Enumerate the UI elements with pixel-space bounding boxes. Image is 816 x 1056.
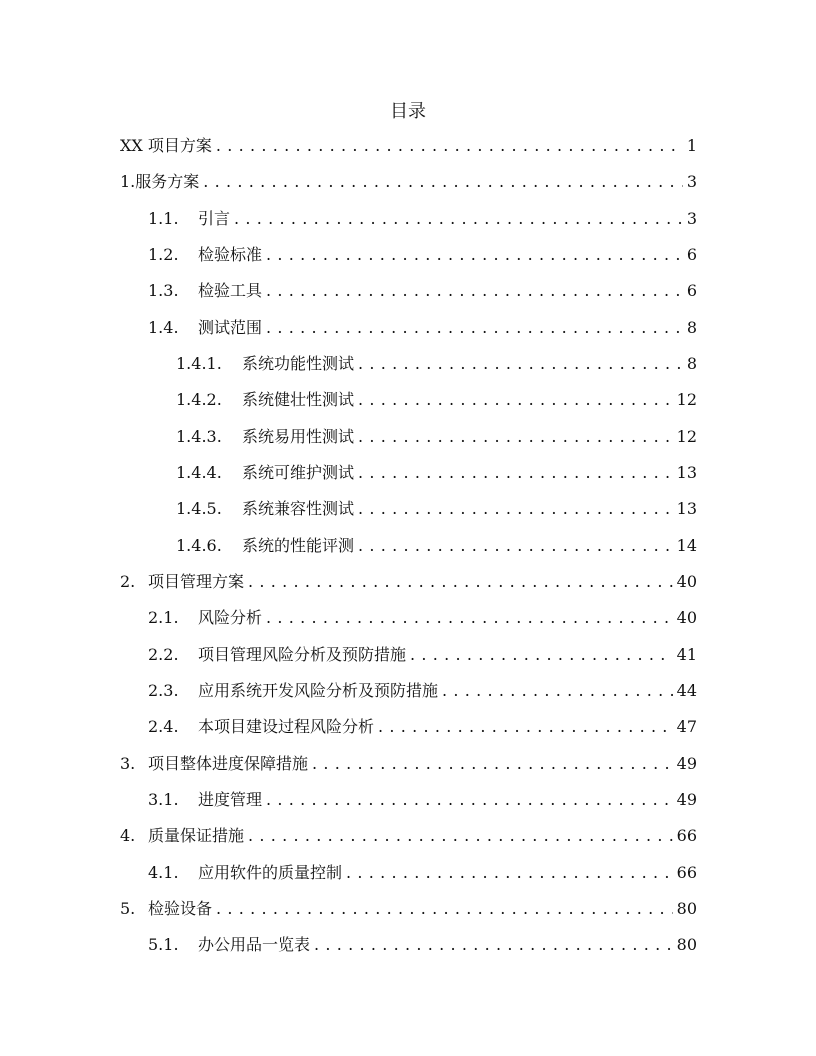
toc-entry-label: 质量保证措施: [148, 826, 245, 846]
dot-leader: [203, 170, 683, 194]
toc-entry-label: 本项目建设过程风险分析: [198, 717, 375, 737]
toc-entry[interactable]: [120, 752, 697, 788]
toc-entry[interactable]: [120, 279, 697, 315]
toc-entry-number: 1.4.6.: [176, 535, 222, 555]
toc-entry-label: 服务方案: [135, 172, 200, 192]
toc-entry[interactable]: [120, 570, 697, 606]
dot-leader: [216, 134, 683, 158]
toc-entry-page: 44: [676, 680, 697, 700]
toc-entry-number: 2.4.: [148, 717, 179, 737]
toc-entry-number: 1.4.: [148, 317, 179, 337]
toc-entry-page: 66: [676, 862, 697, 882]
dot-leader: [358, 497, 673, 521]
toc-entry-page: 6: [686, 244, 697, 264]
toc-entry-number: 1.1.: [148, 208, 179, 228]
toc-entry-page: 80: [676, 898, 697, 918]
table-of-contents: [120, 134, 697, 970]
dot-leader: [216, 897, 673, 921]
toc-entry-label: 引言: [198, 208, 231, 228]
toc-title: 目录: [390, 101, 426, 122]
dot-leader: [248, 570, 673, 594]
toc-entry-label: 系统易用性测试: [242, 426, 355, 446]
toc-entry-number: 1.2.: [148, 244, 179, 264]
toc-entry-number: 2.: [120, 571, 136, 591]
dot-leader: [266, 243, 683, 267]
toc-entry[interactable]: [120, 933, 697, 969]
toc-entry[interactable]: [120, 788, 697, 824]
toc-entry-label: 项目管理风险分析及预防措施: [198, 644, 407, 664]
toc-entry-label: 系统功能性测试: [242, 353, 355, 373]
dot-leader: [266, 316, 683, 340]
toc-entry-page: 12: [676, 390, 697, 410]
toc-entry-label: 系统可维护测试: [242, 462, 355, 482]
toc-entry-number: 4.: [120, 826, 136, 846]
toc-entry-label: 项目整体进度保障措施: [148, 753, 309, 773]
toc-entry-label: 检验标准: [198, 244, 263, 264]
toc-entry-label: 办公用品一览表: [198, 935, 311, 955]
toc-entry[interactable]: [120, 134, 697, 170]
toc-entry-label: 检验设备: [148, 898, 213, 918]
toc-entry-number: 5.1.: [148, 935, 179, 955]
toc-entry[interactable]: [120, 388, 697, 424]
dot-leader: [442, 679, 673, 703]
toc-entry[interactable]: [120, 679, 697, 715]
toc-entry[interactable]: [120, 497, 697, 533]
toc-entry-number: 1.4.4.: [176, 462, 222, 482]
dot-leader: [266, 788, 673, 812]
toc-entry-number: 3.1.: [148, 789, 179, 809]
toc-entry[interactable]: [120, 534, 697, 570]
toc-entry-page: 80: [676, 935, 697, 955]
dot-leader: [358, 461, 673, 485]
toc-entry-number: 4.1.: [148, 862, 179, 882]
toc-entry-page: 40: [676, 571, 697, 591]
dot-leader: [410, 643, 673, 667]
toc-entry-page: 3: [686, 172, 697, 192]
toc-entry-page: 14: [676, 535, 697, 555]
toc-entry-page: 40: [676, 608, 697, 628]
toc-entry-number: 1.4.5.: [176, 499, 222, 519]
toc-entry[interactable]: [120, 170, 697, 206]
toc-entry[interactable]: [120, 824, 697, 860]
toc-entry[interactable]: [120, 243, 697, 279]
dot-leader: [234, 207, 683, 231]
toc-entry-label: 系统的性能评测: [242, 535, 355, 555]
toc-entry[interactable]: [120, 207, 697, 243]
toc-entry-number: 1.4.3.: [176, 426, 222, 446]
toc-entry-label: 测试范围: [198, 317, 263, 337]
toc-entry[interactable]: [120, 643, 697, 679]
toc-entry-page: 49: [676, 789, 697, 809]
dot-leader: [358, 388, 673, 412]
toc-entry-page: 12: [676, 426, 697, 446]
toc-entry-label: 系统兼容性测试: [242, 499, 355, 519]
dot-leader: [314, 933, 673, 957]
toc-entry[interactable]: [120, 425, 697, 461]
dot-leader: [358, 352, 683, 376]
toc-entry-label: 系统健壮性测试: [242, 390, 355, 410]
toc-entry-page: 13: [676, 499, 697, 519]
toc-entry-page: 8: [686, 317, 697, 337]
toc-entry-page: 3: [686, 208, 697, 228]
dot-leader: [312, 752, 673, 776]
toc-entry-number: 5.: [120, 898, 136, 918]
toc-entry-page: 47: [676, 717, 697, 737]
toc-entry-number: 1.3.: [148, 281, 179, 301]
dot-leader: [248, 824, 673, 848]
toc-entry-page: 13: [676, 462, 697, 482]
toc-entry-number: 2.1.: [148, 608, 179, 628]
toc-entry[interactable]: [120, 861, 697, 897]
toc-entry-label: 检验工具: [198, 281, 263, 301]
toc-entry-page: 6: [686, 281, 697, 301]
toc-entry-page: 8: [686, 353, 697, 373]
toc-entry-page: 66: [676, 826, 697, 846]
toc-entry-label: 应用系统开发风险分析及预防措施: [198, 680, 439, 700]
toc-entry[interactable]: [120, 897, 697, 933]
toc-entry-number: 1.: [120, 172, 136, 192]
dot-leader: [378, 715, 673, 739]
dot-leader: [358, 534, 673, 558]
toc-entry[interactable]: [120, 606, 697, 642]
toc-entry-page: 1: [686, 136, 697, 155]
toc-entry-label: XX 项目方案: [120, 136, 212, 155]
toc-entry[interactable]: [120, 316, 697, 352]
toc-entry-label: 应用软件的质量控制: [198, 862, 343, 882]
toc-entry[interactable]: [120, 352, 697, 388]
toc-entry[interactable]: [120, 715, 697, 751]
dot-leader: [346, 861, 673, 885]
toc-entry-number: 1.4.2.: [176, 390, 222, 410]
toc-entry-page: 41: [676, 644, 697, 664]
toc-entry-label: 项目管理方案: [148, 571, 245, 591]
toc-entry-number: 3.: [120, 753, 136, 773]
dot-leader: [358, 425, 673, 449]
toc-entry-label: 风险分析: [198, 608, 263, 628]
toc-entry[interactable]: [120, 461, 697, 497]
dot-leader: [266, 606, 673, 630]
dot-leader: [266, 279, 683, 303]
toc-entry-number: 2.2.: [148, 644, 179, 664]
toc-entry-label: 进度管理: [198, 789, 263, 809]
toc-entry-number: 2.3.: [148, 680, 179, 700]
toc-entry-page: 49: [676, 753, 697, 773]
toc-entry-number: 1.4.1.: [176, 353, 222, 373]
